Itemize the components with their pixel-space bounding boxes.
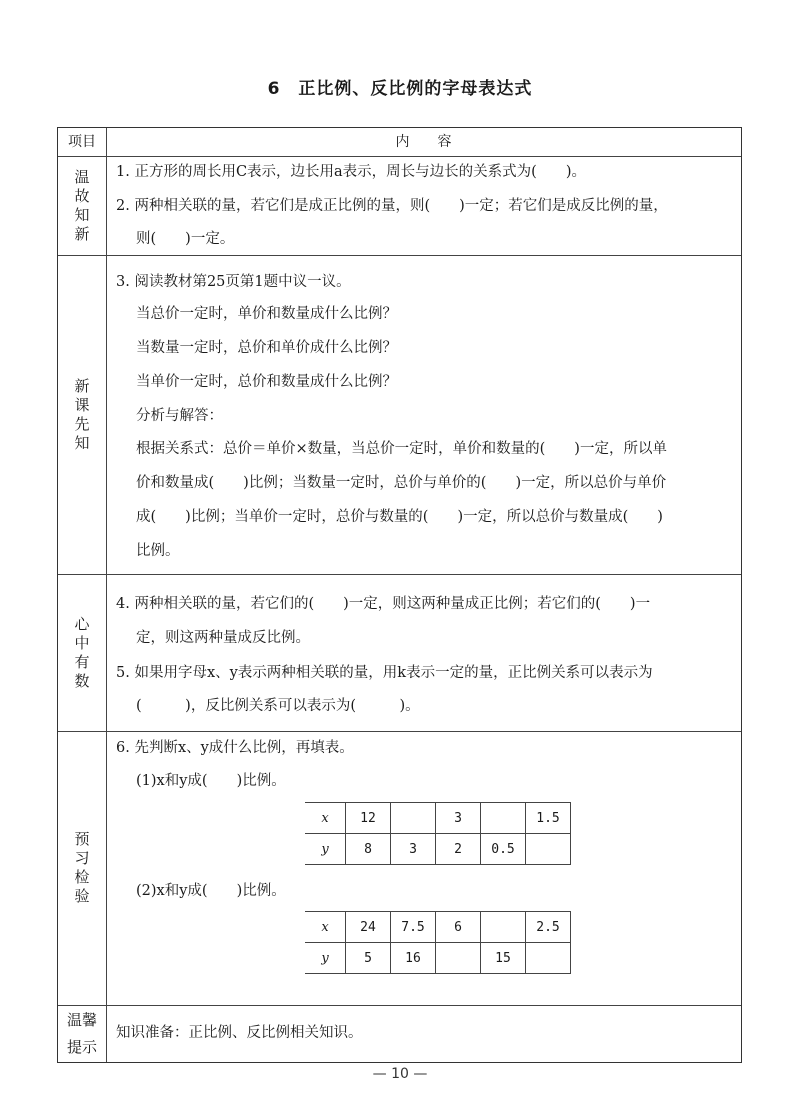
section-label-check: 预 习 检 验 (74, 830, 90, 905)
table-row (305, 912, 571, 943)
value-table-2 (305, 911, 571, 974)
sub-question: 当单价一定时，总价和数量成什么比例？ (136, 374, 397, 390)
page-title (0, 74, 800, 99)
page-number: — 10 — (372, 1066, 428, 1082)
question-1: 1. 正方形的周长用C表示，边长用a表示，周长与边长的关系式为( )。 (116, 164, 586, 180)
table-cell: 24 (346, 912, 391, 943)
table-cell: 2.5 (526, 912, 571, 943)
table-row (305, 834, 571, 865)
table-cell (526, 834, 571, 865)
section-divider (58, 255, 741, 256)
table-cell: 7.5 (391, 912, 436, 943)
worksheet-table (57, 127, 742, 1063)
question-2-cont: 则( )一定。 (136, 231, 235, 247)
answer-paragraph: 比例。 (136, 543, 180, 559)
table-cell: x (305, 912, 346, 943)
section-divider (58, 574, 741, 575)
table-cell: 15 (481, 943, 526, 974)
column-divider (106, 128, 107, 1062)
sub-question-2: (2)x和y成( )比例。 (136, 883, 286, 899)
lesson-number: 6 (267, 79, 281, 99)
question-4: 4. 两种相关联的量，若它们的( )一定，则这两种量成正比例；若它们的( )一 (116, 596, 651, 612)
question-2: 2. 两种相关联的量，若它们是成正比例的量，则( )一定；若它们是成反比例的量， (116, 198, 668, 214)
table-cell (391, 803, 436, 834)
question-6: 6. 先判断x、y成什么比例，再填表。 (116, 740, 354, 756)
section-divider (58, 731, 741, 732)
table-cell (526, 943, 571, 974)
sub-question-1: (1)x和y成( )比例。 (136, 773, 286, 789)
value-table-1 (305, 802, 571, 865)
section-label-review: 温 故 知 新 (74, 167, 90, 243)
question-5: 5. 如果用字母x、y表示两种相关联的量，用k表示一定的量，正比例关系可以表示为 (116, 665, 653, 681)
table-cell (481, 803, 526, 834)
table-row (305, 803, 571, 834)
question-3: 3. 阅读教材第25页第1题中议一议。 (116, 274, 351, 290)
table-cell: y (305, 834, 346, 865)
header-divider (58, 156, 741, 157)
section-divider (58, 1005, 741, 1006)
table-cell: 3 (391, 834, 436, 865)
table-cell: 16 (391, 943, 436, 974)
sub-question: 当数量一定时，总价和单价成什么比例？ (136, 340, 397, 356)
table-cell: 12 (346, 803, 391, 834)
answer-paragraph: 成( )比例；当单价一定时，总价与数量的( )一定，所以总价与数量成( ) (136, 509, 663, 525)
table-cell: 6 (436, 912, 481, 943)
table-row (305, 943, 571, 974)
header-content: 内 容 (395, 134, 452, 150)
table-cell (436, 943, 481, 974)
table-cell: 8 (346, 834, 391, 865)
table-cell: 0.5 (481, 834, 526, 865)
question-5-cont: ( )，反比例关系可以表示为( )。 (136, 698, 420, 714)
table-cell: 2 (436, 834, 481, 865)
answer-paragraph: 价和数量成( )比例；当数量一定时，总价与单价的( )一定，所以总价与单价 (136, 475, 667, 491)
section-label-preview: 新 课 先 知 (74, 376, 90, 452)
table-cell: 1.5 (526, 803, 571, 834)
sub-question: 当总价一定时，单价和数量成什么比例？ (136, 306, 397, 322)
analysis-heading: 分析与解答： (136, 408, 223, 424)
tip-text: 知识准备：正比例、反比例相关知识。 (116, 1025, 363, 1041)
question-4-cont: 定，则这两种量成反比例。 (136, 630, 310, 646)
table-cell: y (305, 943, 346, 974)
table-cell (481, 912, 526, 943)
section-label-mind: 心 中 有 数 (74, 614, 90, 690)
answer-paragraph: 根据关系式：总价＝单价×数量，当总价一定时，单价和数量的( )一定，所以单 (136, 441, 667, 457)
table-cell: 3 (436, 803, 481, 834)
table-cell: 5 (346, 943, 391, 974)
table-cell: x (305, 803, 346, 834)
header-item: 项目 (68, 134, 96, 150)
lesson-title: 正比例、反比例的字母表达式 (298, 79, 533, 99)
section-label-tip: 温馨 提示 (66, 1010, 97, 1056)
